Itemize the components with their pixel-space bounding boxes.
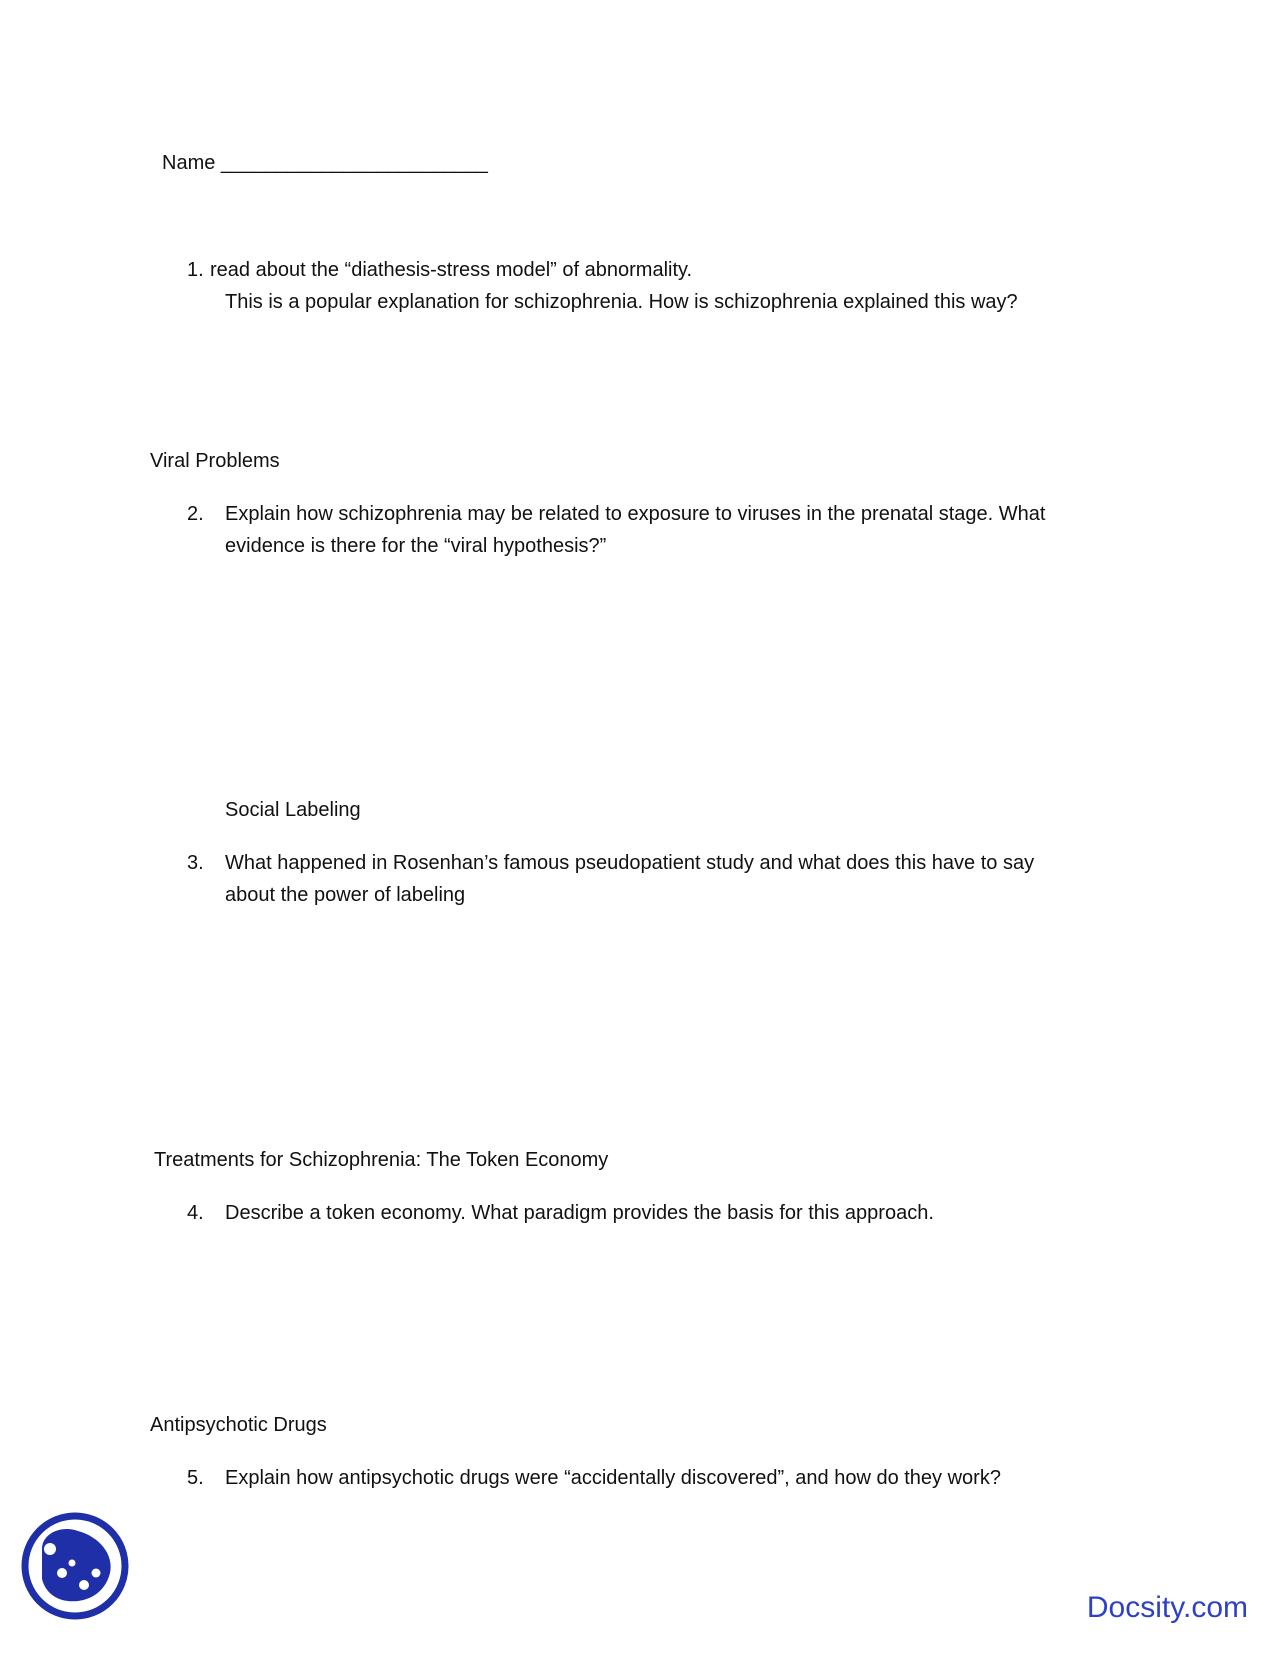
question-4-text: Describe a token economy. What paradigm provides the basis for this approach. — [225, 1202, 934, 1224]
section-heading-social-labeling: Social Labeling — [225, 799, 361, 821]
name-label: Name — [162, 152, 216, 174]
question-1-line-2: This is a popular explanation for schizophrenia. How is schizophrenia explained this way? — [225, 291, 1018, 313]
question-3-number: 3. — [187, 852, 204, 874]
question-3-text: What happened in Rosenhan’s famous pseudopatient study and what does this have to say about the power of labeling — [225, 852, 1035, 906]
question-1-line-1: read about the “diathesis-stress model” of abnormality. — [210, 259, 693, 281]
docsity-brand-link[interactable]: Docsity.com — [1086, 1591, 1248, 1624]
docsity-logo-icon[interactable] — [20, 1511, 130, 1621]
section-heading-viral-problems: Viral Problems — [150, 450, 280, 472]
section-heading-token-economy: Treatments for Schizophrenia: The Token Economy — [154, 1149, 609, 1171]
question-5-text: Explain how antipsychotic drugs were “accidentally discovered”, and how do they work? — [225, 1467, 1001, 1489]
question-2-text: Explain how schizophrenia may be related to exposure to viruses in the prenatal stage. What evidence is there for the “viral hypothesis?” — [225, 503, 1046, 557]
name-blank: ________________________ — [220, 152, 488, 174]
section-heading-antipsychotic-drugs: Antipsychotic Drugs — [150, 1414, 327, 1436]
question-2-number: 2. — [187, 503, 204, 525]
question-5-number: 5. — [187, 1467, 204, 1489]
question-1-number: 1. — [187, 259, 204, 281]
question-4-number: 4. — [187, 1202, 204, 1224]
name-line — [162, 147, 488, 179]
